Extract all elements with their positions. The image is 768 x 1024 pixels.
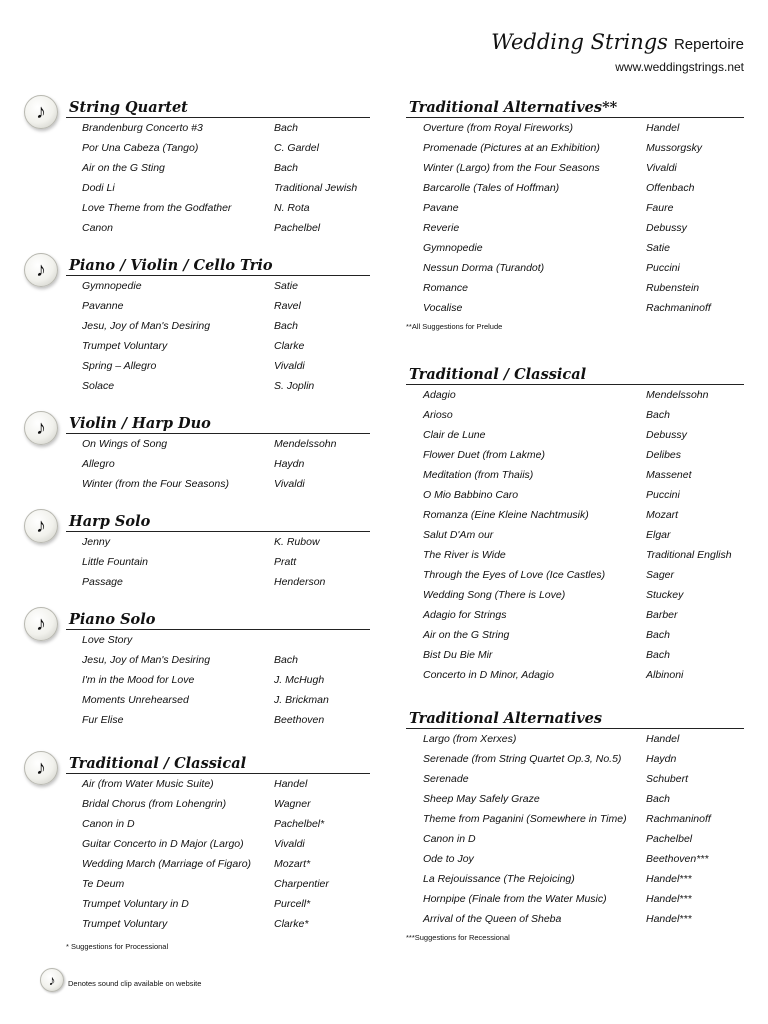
- list-item: [406, 198, 744, 218]
- piece-composer: Vivaldi: [274, 478, 305, 490]
- piece-composer: C. Gardel: [274, 142, 319, 154]
- piece-title: Serenade: [423, 773, 469, 785]
- list-item: [24, 336, 370, 356]
- list-item: [24, 356, 370, 376]
- list-item: [24, 814, 370, 834]
- piece-composer: N. Rota: [274, 202, 310, 214]
- list-item: [406, 158, 744, 178]
- list-item: [24, 650, 370, 670]
- music-note-icon[interactable]: ♪: [24, 411, 58, 445]
- piece-title: Solace: [82, 380, 115, 392]
- piece-title: Largo (from Xerxes): [423, 733, 517, 745]
- list-item: [406, 218, 744, 238]
- page-header: [491, 30, 744, 74]
- piece-title: Nessun Dorma (Turandot): [423, 262, 545, 274]
- list-item: [406, 505, 744, 525]
- music-note-icon[interactable]: ♪: [24, 751, 58, 785]
- section-piano-solo: [24, 606, 370, 730]
- list-item: [24, 218, 370, 238]
- list-item: [24, 276, 370, 296]
- music-note-icon[interactable]: ♪: [24, 607, 58, 641]
- list-item: [24, 118, 370, 138]
- list-item: [406, 665, 744, 685]
- section-header: [66, 606, 370, 630]
- piece-title: Spring – Allegro: [82, 360, 157, 372]
- piece-title: Wedding Song (There is Love): [423, 589, 566, 601]
- piece-title: Air on the G String: [423, 629, 510, 641]
- piece-list: [24, 532, 370, 592]
- section-header: [406, 94, 744, 118]
- piece-title: Love Theme from the Godfather: [82, 202, 232, 214]
- piece-title: Promenade (Pictures at an Exhibition): [423, 142, 600, 154]
- piece-composer: Mozart*: [274, 858, 311, 870]
- piece-composer: Elgar: [646, 529, 671, 541]
- piece-composer: Delibes: [646, 449, 682, 461]
- piece-composer: Henderson: [274, 576, 326, 588]
- list-item: [406, 585, 744, 605]
- piece-composer: Pachelbel: [646, 833, 693, 845]
- list-item: [24, 774, 370, 794]
- list-item: [406, 178, 744, 198]
- music-note-icon[interactable]: ♪: [24, 253, 58, 287]
- piece-title: Trumpet Voluntary in D: [82, 898, 189, 910]
- section-header: [66, 94, 370, 118]
- list-item: [406, 625, 744, 645]
- list-item: [406, 605, 744, 625]
- piece-composer: Rubenstein: [646, 282, 700, 294]
- list-item: [406, 809, 744, 829]
- piece-composer: J. Brickman: [274, 694, 329, 706]
- list-item: [24, 316, 370, 336]
- piece-title: Sheep May Safely Graze: [423, 793, 540, 805]
- list-item: [24, 158, 370, 178]
- website-url[interactable]: www.weddingstrings.net: [615, 60, 744, 74]
- piece-title: Canon in D: [423, 833, 476, 845]
- piece-title: Dodi Li: [82, 182, 115, 194]
- section-header: [66, 508, 370, 532]
- brand-subtitle: Repertoire: [673, 36, 744, 53]
- section-title: Traditional / Classical: [69, 755, 247, 772]
- list-item: [24, 874, 370, 894]
- list-item: [24, 834, 370, 854]
- piece-title: The River is Wide: [423, 549, 506, 561]
- list-item: [24, 630, 370, 650]
- section-header: [406, 705, 744, 729]
- list-item: [24, 178, 370, 198]
- piece-title: Little Fountain: [82, 556, 148, 568]
- piece-composer: Haydn: [646, 753, 677, 765]
- piece-title: Overture (from Royal Fireworks): [423, 122, 573, 134]
- section-header: [66, 410, 370, 434]
- piece-composer: Handel: [646, 122, 680, 134]
- list-item: [406, 849, 744, 869]
- piece-composer: Clarke*: [274, 918, 309, 930]
- piece-title: Canon in D: [82, 818, 135, 830]
- sound-clip-legend: [40, 968, 340, 994]
- piece-composer: Bach: [646, 629, 670, 641]
- section-header: [66, 252, 370, 276]
- piece-title: Meditation (from Thaiis): [423, 469, 534, 481]
- list-item: [406, 769, 744, 789]
- piece-title: Vocalise: [423, 302, 463, 314]
- list-item: [24, 670, 370, 690]
- piece-title: Romanza (Eine Kleine Nachtmusik): [423, 509, 589, 521]
- piece-composer: Bach: [646, 649, 670, 661]
- piece-title: Adagio: [423, 389, 456, 401]
- piece-list: [24, 276, 370, 396]
- list-item: [406, 118, 744, 138]
- section-header: [406, 361, 744, 385]
- list-item: [406, 138, 744, 158]
- piece-list: [24, 774, 370, 934]
- legend-text: Denotes sound clip available on website: [68, 979, 202, 988]
- piece-composer: Pachelbel: [274, 222, 321, 234]
- piece-composer: Bach: [646, 793, 670, 805]
- section-title: Harp Solo: [69, 513, 151, 530]
- section-violin-harp-duo: [24, 410, 370, 494]
- piece-composer: K. Rubow: [274, 536, 320, 548]
- list-item: [406, 425, 744, 445]
- piece-composer: Puccini: [646, 262, 680, 274]
- piece-title: Clair de Lune: [423, 429, 486, 441]
- list-item: [406, 385, 744, 405]
- piece-title: Salut D'Am our: [423, 529, 494, 541]
- footnote: ***Suggestions for Recessional: [406, 933, 510, 942]
- piece-composer: Satie: [274, 280, 298, 292]
- piece-list: [406, 118, 744, 318]
- piece-composer: Mussorgsky: [646, 142, 703, 154]
- piece-title: Brandenburg Concerto #3: [82, 122, 203, 134]
- piece-composer: Vivaldi: [274, 838, 305, 850]
- piece-title: Serenade (from String Quartet Op.3, No.5): [423, 753, 622, 765]
- piece-composer: Vivaldi: [274, 360, 305, 372]
- list-item: [406, 298, 744, 318]
- piece-title: Through the Eyes of Love (Ice Castles): [423, 569, 606, 581]
- piece-composer: S. Joplin: [274, 380, 315, 392]
- list-item: [24, 138, 370, 158]
- section-title: Traditional / Classical: [409, 366, 587, 383]
- piece-title: Air on the G Sting: [82, 162, 165, 174]
- brand-name: Wedding Strings: [491, 30, 668, 54]
- list-item: [24, 474, 370, 494]
- piece-title: Guitar Concerto in D Major (Largo): [82, 838, 244, 850]
- list-item: [406, 445, 744, 465]
- list-item: [24, 854, 370, 874]
- piece-composer: Bach: [274, 122, 298, 134]
- piece-composer: Traditional English: [646, 549, 732, 561]
- piece-composer: Satie: [646, 242, 670, 254]
- piece-title: Passage: [82, 576, 123, 588]
- list-item: [24, 914, 370, 934]
- list-item: [24, 552, 370, 572]
- footnote: **All Suggestions for Prelude: [406, 322, 503, 331]
- piece-title: Winter (from the Four Seasons): [82, 478, 229, 490]
- piece-title: Trumpet Voluntary: [82, 918, 168, 930]
- piece-title: On Wings of Song: [82, 438, 168, 450]
- piece-title: Winter (Largo) from the Four Seasons: [423, 162, 600, 174]
- list-item: [24, 532, 370, 552]
- piece-title: Flower Duet (from Lakme): [423, 449, 545, 461]
- piece-composer: J. McHugh: [274, 674, 325, 686]
- piece-composer: Pratt: [274, 556, 297, 568]
- brand-line: [491, 30, 744, 54]
- list-item: [406, 465, 744, 485]
- piece-title: I'm in the Mood for Love: [82, 674, 195, 686]
- piece-composer: Schubert: [646, 773, 689, 785]
- piece-title: Allegro: [82, 458, 115, 470]
- piece-composer: Stuckey: [646, 589, 684, 601]
- section-piano-violin-cello-trio: [24, 252, 370, 396]
- piece-composer: Puccini: [646, 489, 680, 501]
- section-title: Piano Solo: [69, 611, 156, 628]
- piece-composer: Bach: [274, 654, 298, 666]
- section-traditional-classical: [24, 750, 370, 951]
- list-item: [24, 296, 370, 316]
- section-harp-solo: [24, 508, 370, 592]
- piece-list: [24, 118, 370, 238]
- section-traditional-alternatives: [406, 94, 744, 331]
- section-string-quartet: [24, 94, 370, 238]
- piece-composer: Vivaldi: [646, 162, 677, 174]
- piece-title: Air (from Water Music Suite): [82, 778, 214, 790]
- list-item: [406, 565, 744, 585]
- piece-title: Ode to Joy: [423, 853, 474, 865]
- list-item: [406, 405, 744, 425]
- piece-composer: Faure: [646, 202, 674, 214]
- piece-composer: Debussy: [646, 222, 687, 234]
- piece-list: [406, 729, 744, 929]
- section-title: Traditional Alternatives**: [409, 99, 618, 116]
- section-header: [66, 750, 370, 774]
- piece-title: Pavanne: [82, 300, 124, 312]
- section-title: Traditional Alternatives: [409, 710, 603, 727]
- music-note-icon: ♪: [40, 968, 64, 992]
- list-item: [24, 376, 370, 396]
- music-note-icon[interactable]: ♪: [24, 95, 58, 129]
- piece-composer: Haydn: [274, 458, 305, 470]
- list-item: [406, 545, 744, 565]
- piece-title: Reverie: [423, 222, 460, 234]
- piece-title: Por Una Cabeza (Tango): [82, 142, 199, 154]
- list-item: [406, 789, 744, 809]
- list-item: [406, 869, 744, 889]
- piece-title: Pavane: [423, 202, 459, 214]
- piece-title: Barcarolle (Tales of Hoffman): [423, 182, 560, 194]
- section-traditional-alternatives: [406, 705, 744, 942]
- piece-title: Wedding March (Marriage of Figaro): [82, 858, 252, 870]
- piece-composer: Charpentier: [274, 878, 329, 890]
- piece-title: Hornpipe (Finale from the Water Music): [423, 893, 607, 905]
- list-item: [24, 690, 370, 710]
- list-item: [24, 434, 370, 454]
- piece-composer: Beethoven: [274, 714, 325, 726]
- piece-title: Te Deum: [82, 878, 125, 890]
- section-title: String Quartet: [69, 99, 188, 116]
- piece-title: Jenny: [82, 536, 111, 548]
- right-column: [406, 94, 744, 942]
- piece-title: Gymnopedie: [82, 280, 142, 292]
- piece-composer: Mozart: [646, 509, 679, 521]
- piece-composer: Handel: [646, 733, 680, 745]
- piece-composer: Rachmaninoff: [646, 813, 711, 825]
- piece-composer: Ravel: [274, 300, 301, 312]
- piece-composer: Debussy: [646, 429, 687, 441]
- music-note-icon[interactable]: ♪: [24, 509, 58, 543]
- list-item: [406, 258, 744, 278]
- piece-composer: Traditional Jewish: [274, 182, 358, 194]
- list-item: [24, 794, 370, 814]
- piece-title: Jesu, Joy of Man's Desiring: [82, 320, 211, 332]
- piece-composer: Purcell*: [274, 898, 311, 910]
- piece-title: Theme from Paganini (Somewhere in Time): [423, 813, 627, 825]
- list-item: [24, 572, 370, 592]
- piece-composer: Albinoni: [646, 669, 684, 681]
- piece-composer: Bach: [274, 320, 298, 332]
- piece-composer: Massenet: [646, 469, 692, 481]
- list-item: [406, 829, 744, 849]
- piece-title: Canon: [82, 222, 113, 234]
- piece-composer: Offenbach: [646, 182, 695, 194]
- list-item: [406, 889, 744, 909]
- piece-list: [24, 434, 370, 494]
- piece-composer: Pachelbel*: [274, 818, 325, 830]
- piece-composer: Handel***: [646, 913, 692, 925]
- piece-list: [24, 630, 370, 730]
- piece-list: [406, 385, 744, 685]
- list-item: [24, 454, 370, 474]
- list-item: [24, 894, 370, 914]
- piece-title: Bist Du Bie Mir: [423, 649, 493, 661]
- piece-title: Fur Elise: [82, 714, 124, 726]
- piece-composer: Clarke: [274, 340, 305, 352]
- piece-title: Romance: [423, 282, 468, 294]
- piece-title: Trumpet Voluntary: [82, 340, 168, 352]
- section-title: Violin / Harp Duo: [69, 415, 211, 432]
- piece-title: Adagio for Strings: [423, 609, 507, 621]
- piece-title: Moments Unrehearsed: [82, 694, 189, 706]
- piece-composer: Bach: [646, 409, 670, 421]
- piece-composer: Mendelssohn: [646, 389, 709, 401]
- piece-title: Concerto in D Minor, Adagio: [423, 669, 554, 681]
- piece-title: Arioso: [423, 409, 453, 421]
- piece-title: Jesu, Joy of Man's Desiring: [82, 654, 211, 666]
- list-item: [24, 710, 370, 730]
- piece-composer: Beethoven***: [646, 853, 709, 865]
- list-item: [406, 645, 744, 665]
- piece-title: O Mio Babbino Caro: [423, 489, 519, 501]
- list-item: [406, 909, 744, 929]
- piece-composer: Bach: [274, 162, 298, 174]
- piece-title: Arrival of the Queen of Sheba: [423, 913, 562, 925]
- piece-title: Bridal Chorus (from Lohengrin): [82, 798, 227, 810]
- footnote: * Suggestions for Processional: [66, 942, 169, 951]
- list-item: [406, 238, 744, 258]
- piece-composer: Mendelssohn: [274, 438, 337, 450]
- piece-title: Love Story: [82, 634, 133, 646]
- piece-title: Gymnopedie: [423, 242, 483, 254]
- list-item: [406, 729, 744, 749]
- piece-composer: Rachmaninoff: [646, 302, 711, 314]
- list-item: [406, 525, 744, 545]
- section-title: Piano / Violin / Cello Trio: [69, 257, 273, 274]
- piece-composer: Handel***: [646, 873, 692, 885]
- list-item: [406, 749, 744, 769]
- piece-composer: Handel***: [646, 893, 692, 905]
- section-traditional-classical: [406, 361, 744, 685]
- piece-title: La Rejouissance (The Rejoicing): [423, 873, 575, 885]
- list-item: [406, 278, 744, 298]
- list-item: [406, 485, 744, 505]
- list-item: [24, 198, 370, 218]
- piece-composer: Handel: [274, 778, 308, 790]
- piece-composer: Sager: [646, 569, 675, 581]
- piece-composer: Barber: [646, 609, 678, 621]
- piece-composer: Wagner: [274, 798, 311, 810]
- left-column: [24, 94, 370, 951]
